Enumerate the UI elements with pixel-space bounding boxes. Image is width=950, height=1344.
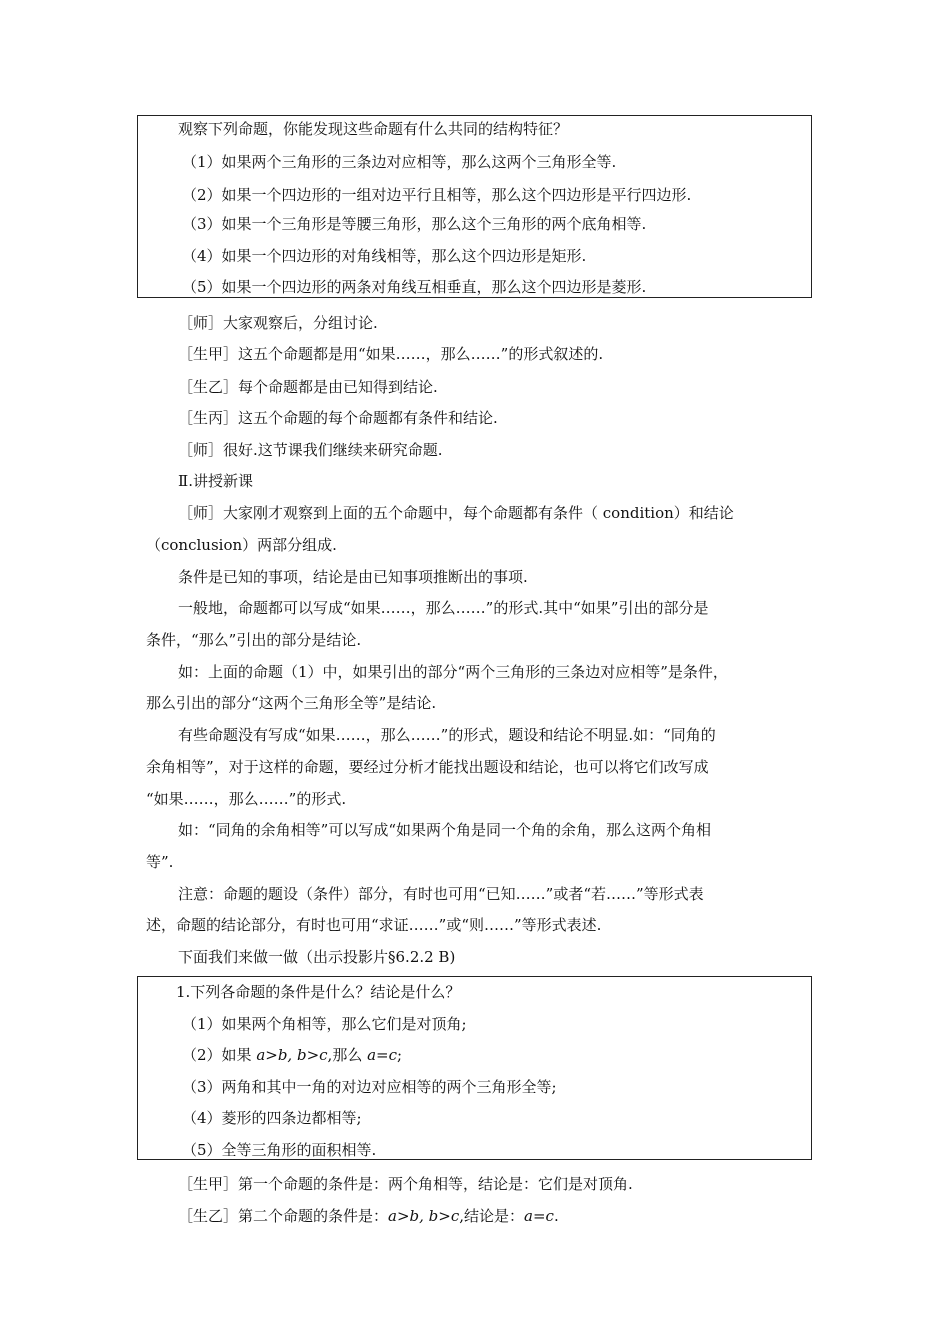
answer-line-student-b-math-1: a>b, b>c bbox=[388, 1207, 460, 1225]
paragraph-5-line-1: 有些命题没有写成“如果……，那么……”的形式，题设和结论不明显.如：“同角的 bbox=[178, 726, 716, 744]
box2-item-2-math-2: a=c bbox=[367, 1046, 398, 1064]
section-title: Ⅱ.讲授新课 bbox=[178, 472, 253, 490]
box2-item-2-post: ; bbox=[397, 1046, 403, 1064]
paragraph-7-line-1: 注意：命题的题设（条件）部分，有时也可用“已知……”或者“若……”等形式表 bbox=[178, 885, 704, 903]
box2-item-2-pre: （2）如果 bbox=[182, 1046, 257, 1064]
paragraph-8: 下面我们来做一做（出示投影片§6.2.2 B) bbox=[178, 948, 456, 966]
box2-item-1: （1）如果两个角相等，那么它们是对顶角; bbox=[182, 1015, 467, 1033]
answer-line-student-b-mid: ,结论是： bbox=[459, 1207, 525, 1225]
dialogue-line-student-a: ［生甲］这五个命题都是用“如果……，那么……”的形式叙述的. bbox=[178, 345, 604, 363]
answer-line-student-b-math-2: a=c bbox=[524, 1207, 554, 1225]
box1-item-1: （1）如果两个三角形的三条边对应相等，那么这两个三角形全等. bbox=[182, 153, 617, 171]
paragraph-3-line-2: 条件，“那么”引出的部分是结论. bbox=[146, 631, 362, 649]
box2-item-2-mid: ,那么 bbox=[327, 1046, 368, 1064]
paragraph-6-line-1: 如：“同角的余角相等”可以写成“如果两个角是同一个角的余角，那么这两个角相 bbox=[178, 821, 712, 839]
box1-item-5: （5）如果一个四边形的两条对角线互相垂直，那么这个四边形是菱形. bbox=[182, 278, 647, 296]
box1-item-3: （3）如果一个三角形是等腰三角形，那么这个三角形的两个底角相等. bbox=[182, 215, 647, 233]
box1-item-4: （4）如果一个四边形的对角线相等，那么这个四边形是矩形. bbox=[182, 247, 587, 265]
paragraph-1-line-2: （conclusion）两部分组成. bbox=[146, 536, 337, 554]
paragraph-5-line-3: “如果……，那么……”的形式. bbox=[146, 790, 347, 808]
paragraph-6-line-2: 等”. bbox=[146, 853, 174, 871]
box2-item-3: （3）两角和其中一角的对边对应相等的两个三角形全等; bbox=[182, 1078, 557, 1096]
paragraph-4-line-2: 那么引出的部分“这两个三角形全等”是结论. bbox=[146, 694, 437, 712]
answer-line-student-b bbox=[178, 1206, 559, 1226]
paragraph-2: 条件是已知的事项，结论是由已知事项推断出的事项. bbox=[178, 568, 528, 586]
answer-line-student-b-pre: ［生乙］第二个命题的条件是： bbox=[178, 1207, 389, 1225]
observation-box bbox=[137, 115, 812, 298]
box2-item-2 bbox=[182, 1045, 402, 1065]
box2-intro: 1.下列各命题的条件是什么？结论是什么？ bbox=[176, 983, 461, 1001]
box2-item-2-math-1: a>b, b>c bbox=[256, 1046, 328, 1064]
paragraph-4-line-1: 如：上面的命题（1）中，如果引出的部分“两个三角形的三条边对应相等”是条件， bbox=[178, 663, 728, 681]
paragraph-1-line-1: ［师］大家刚才观察到上面的五个命题中，每个命题都有条件（ condition）和结论 bbox=[178, 504, 734, 522]
box1-intro: 观察下列命题，你能发现这些命题有什么共同的结构特征？ bbox=[178, 120, 569, 138]
dialogue-line-student-b: ［生乙］每个命题都是由已知得到结论. bbox=[178, 378, 438, 396]
dialogue-line-teacher-1: ［师］大家观察后，分组讨论. bbox=[178, 314, 378, 332]
paragraph-7-line-2: 述，命题的结论部分，有时也可用“求证……”或“则……”等形式表述. bbox=[146, 916, 602, 934]
dialogue-line-student-c: ［生丙］这五个命题的每个命题都有条件和结论. bbox=[178, 409, 498, 427]
dialogue-line-teacher-2: ［师］很好.这节课我们继续来研究命题. bbox=[178, 441, 443, 459]
box2-item-4: （4）菱形的四条边都相等; bbox=[182, 1109, 362, 1127]
box1-item-2: （2）如果一个四边形的一组对边平行且相等，那么这个四边形是平行四边形. bbox=[182, 186, 692, 204]
paragraph-5-line-2: 余角相等”，对于这样的命题，要经过分析才能找出题设和结论，也可以将它们改写成 bbox=[146, 758, 709, 776]
answer-line-student-b-post: . bbox=[553, 1207, 559, 1225]
exercise-box bbox=[137, 976, 812, 1160]
paragraph-3-line-1: 一般地，命题都可以写成“如果……，那么……”的形式.其中“如果”引出的部分是 bbox=[178, 599, 709, 617]
answer-line-student-a: ［生甲］第一个命题的条件是：两个角相等，结论是：它们是对顶角. bbox=[178, 1175, 633, 1193]
box2-item-5: （5）全等三角形的面积相等. bbox=[182, 1141, 377, 1159]
